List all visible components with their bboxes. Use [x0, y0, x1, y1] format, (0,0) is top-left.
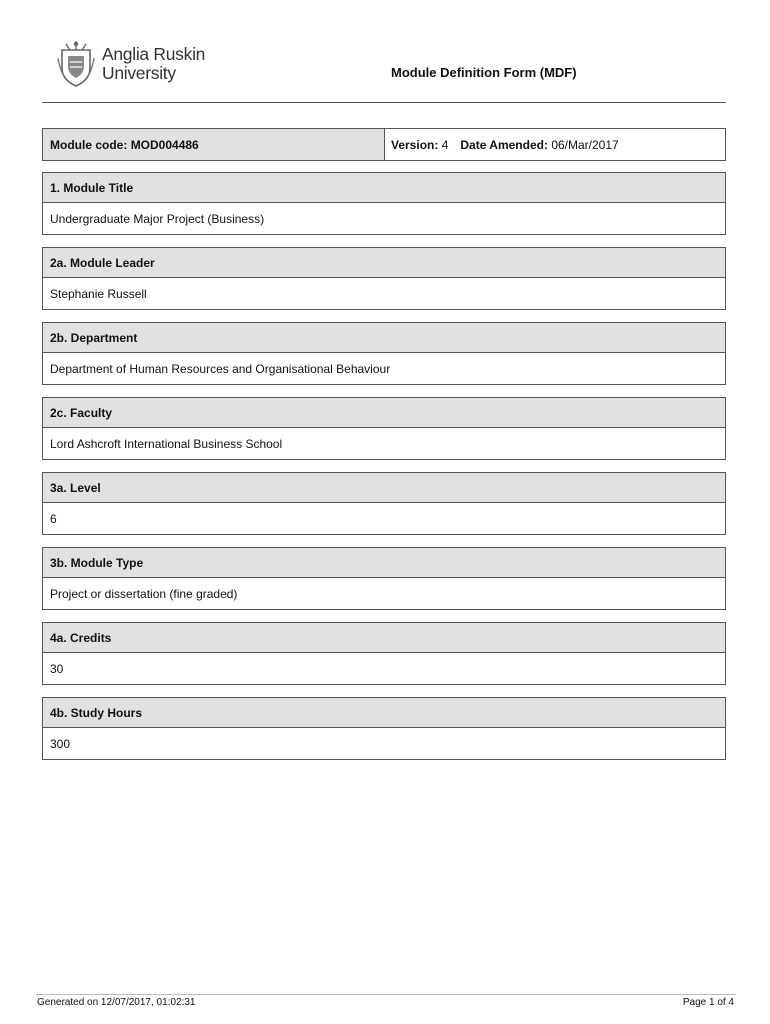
section-module-title [42, 172, 726, 235]
crest-icon [56, 40, 96, 88]
section-credits [42, 622, 726, 685]
section-value: 30 [50, 661, 64, 676]
logo-line-1: Anglia Ruskin [102, 44, 206, 64]
section-heading: 2b. Department [43, 323, 725, 353]
section-heading: 1. Module Title [43, 173, 725, 203]
generated-timestamp: Generated on 12/07/2017, 01:02:31 [37, 997, 196, 1008]
section-heading: 4b. Study Hours [43, 698, 725, 728]
section-department [42, 322, 726, 385]
section-heading: 3b. Module Type [43, 548, 725, 578]
module-code-label: Module code: [50, 137, 128, 152]
module-code-row [42, 128, 726, 161]
date-amended-value: 06/Mar/2017 [551, 137, 619, 152]
section-heading: 3a. Level [43, 473, 725, 503]
module-code-cell [43, 129, 385, 160]
form-title: Module Definition Form (MDF) [391, 65, 577, 80]
section-study-hours [42, 697, 726, 760]
section-heading: 2a. Module Leader [43, 248, 725, 278]
section-heading: 2c. Faculty [43, 398, 725, 428]
section-module-leader [42, 247, 726, 310]
university-logo [56, 40, 205, 88]
section-value: Project or dissertation (fine graded) [50, 586, 238, 601]
date-amended-label: Date Amended: [460, 137, 548, 152]
section-heading: 4a. Credits [43, 623, 725, 653]
version-value: 4 [441, 137, 449, 152]
section-value: Lord Ashcroft International Business School [50, 436, 283, 451]
section-value: Stephanie Russell [50, 286, 147, 301]
section-module-type [42, 547, 726, 610]
section-value: Undergraduate Major Project (Business) [50, 211, 265, 226]
section-value: 300 [50, 736, 71, 751]
section-level [42, 472, 726, 535]
logo-line-2: University [102, 63, 176, 83]
header-divider [42, 102, 726, 103]
section-value: Department of Human Resources and Organisational Behaviour [50, 361, 391, 376]
version-date-cell [385, 129, 725, 160]
footer-divider [36, 994, 736, 995]
section-faculty [42, 397, 726, 460]
page-number: Page 1 of 4 [682, 997, 734, 1008]
module-code-value: MOD004486 [130, 137, 199, 152]
section-value: 6 [50, 511, 57, 526]
version-label: Version: [391, 137, 439, 152]
